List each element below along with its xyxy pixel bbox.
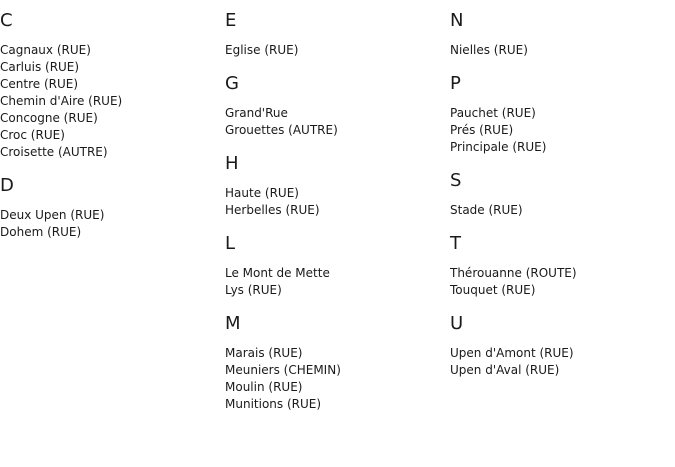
letter-group <box>225 233 445 299</box>
street-link[interactable]: Touquet (RUE) <box>450 283 536 297</box>
street-list <box>225 185 445 219</box>
street-link[interactable]: Prés (RUE) <box>450 123 514 137</box>
street-link[interactable]: Carluis (RUE) <box>0 60 80 74</box>
letter-group <box>450 313 670 379</box>
street-link[interactable]: Concogne (RUE) <box>0 111 98 125</box>
street-link[interactable]: Meuniers (CHEMIN) <box>225 363 341 377</box>
street-link[interactable]: Pauchet (RUE) <box>450 106 536 120</box>
letter-heading: U <box>450 313 464 334</box>
letter-group <box>225 10 445 59</box>
street-link[interactable]: Centre (RUE) <box>0 77 79 91</box>
street-list <box>450 345 670 379</box>
letter-group <box>450 233 670 299</box>
street-link[interactable]: Croc (RUE) <box>0 128 65 142</box>
street-list <box>225 345 445 413</box>
letter-heading: G <box>225 73 239 94</box>
letter-heading: H <box>225 153 239 174</box>
directory-column <box>225 10 445 427</box>
street-link[interactable]: Munitions (RUE) <box>225 397 322 411</box>
letter-heading: D <box>0 175 14 196</box>
street-link[interactable]: Stade (RUE) <box>450 203 523 217</box>
street-list <box>450 265 670 299</box>
street-link[interactable]: Marais (RUE) <box>225 346 303 360</box>
letter-heading: L <box>225 233 236 254</box>
street-link[interactable]: Le Mont de Mette <box>225 266 330 280</box>
street-list <box>225 105 445 139</box>
letter-group <box>225 73 445 139</box>
street-link[interactable]: Lys (RUE) <box>225 283 282 297</box>
street-link[interactable]: Moulin (RUE) <box>225 380 303 394</box>
street-link[interactable]: Upen d'Amont (RUE) <box>450 346 574 360</box>
street-list <box>225 42 445 59</box>
street-link[interactable]: Upen d'Aval (RUE) <box>450 363 560 377</box>
street-link[interactable]: Dohem (RUE) <box>0 225 82 239</box>
street-link[interactable]: Grand'Rue <box>225 106 288 120</box>
street-link[interactable]: Eglise (RUE) <box>225 43 299 57</box>
street-list <box>450 105 670 156</box>
letter-group <box>0 175 220 241</box>
letter-group <box>450 170 670 219</box>
letter-heading: M <box>225 313 241 334</box>
street-link[interactable]: Haute (RUE) <box>225 186 299 200</box>
street-list <box>450 202 670 219</box>
street-link[interactable]: Nielles (RUE) <box>450 43 528 57</box>
street-link[interactable]: Herbelles (RUE) <box>225 203 320 217</box>
street-list <box>0 207 220 241</box>
street-link[interactable]: Thérouanne (ROUTE) <box>450 266 577 280</box>
letter-group <box>225 313 445 413</box>
letter-group <box>450 73 670 156</box>
letter-heading: T <box>450 233 461 254</box>
street-link[interactable]: Grouettes (AUTRE) <box>225 123 338 137</box>
directory-column <box>450 10 670 393</box>
street-list <box>0 42 220 161</box>
letter-heading: C <box>0 10 13 31</box>
letter-group <box>450 10 670 59</box>
letter-heading: N <box>450 10 464 31</box>
letter-group <box>0 10 220 161</box>
street-link[interactable]: Chemin d'Aire (RUE) <box>0 94 123 108</box>
letter-heading: P <box>450 73 461 94</box>
street-link[interactable]: Cagnaux (RUE) <box>0 43 91 57</box>
street-link[interactable]: Principale (RUE) <box>450 140 547 154</box>
letter-heading: E <box>225 10 237 31</box>
street-list <box>225 265 445 299</box>
letter-group <box>225 153 445 219</box>
street-list <box>450 42 670 59</box>
street-link[interactable]: Croisette (AUTRE) <box>0 145 108 159</box>
directory-column <box>0 10 220 255</box>
letter-heading: S <box>450 170 462 191</box>
street-link[interactable]: Deux Upen (RUE) <box>0 208 105 222</box>
